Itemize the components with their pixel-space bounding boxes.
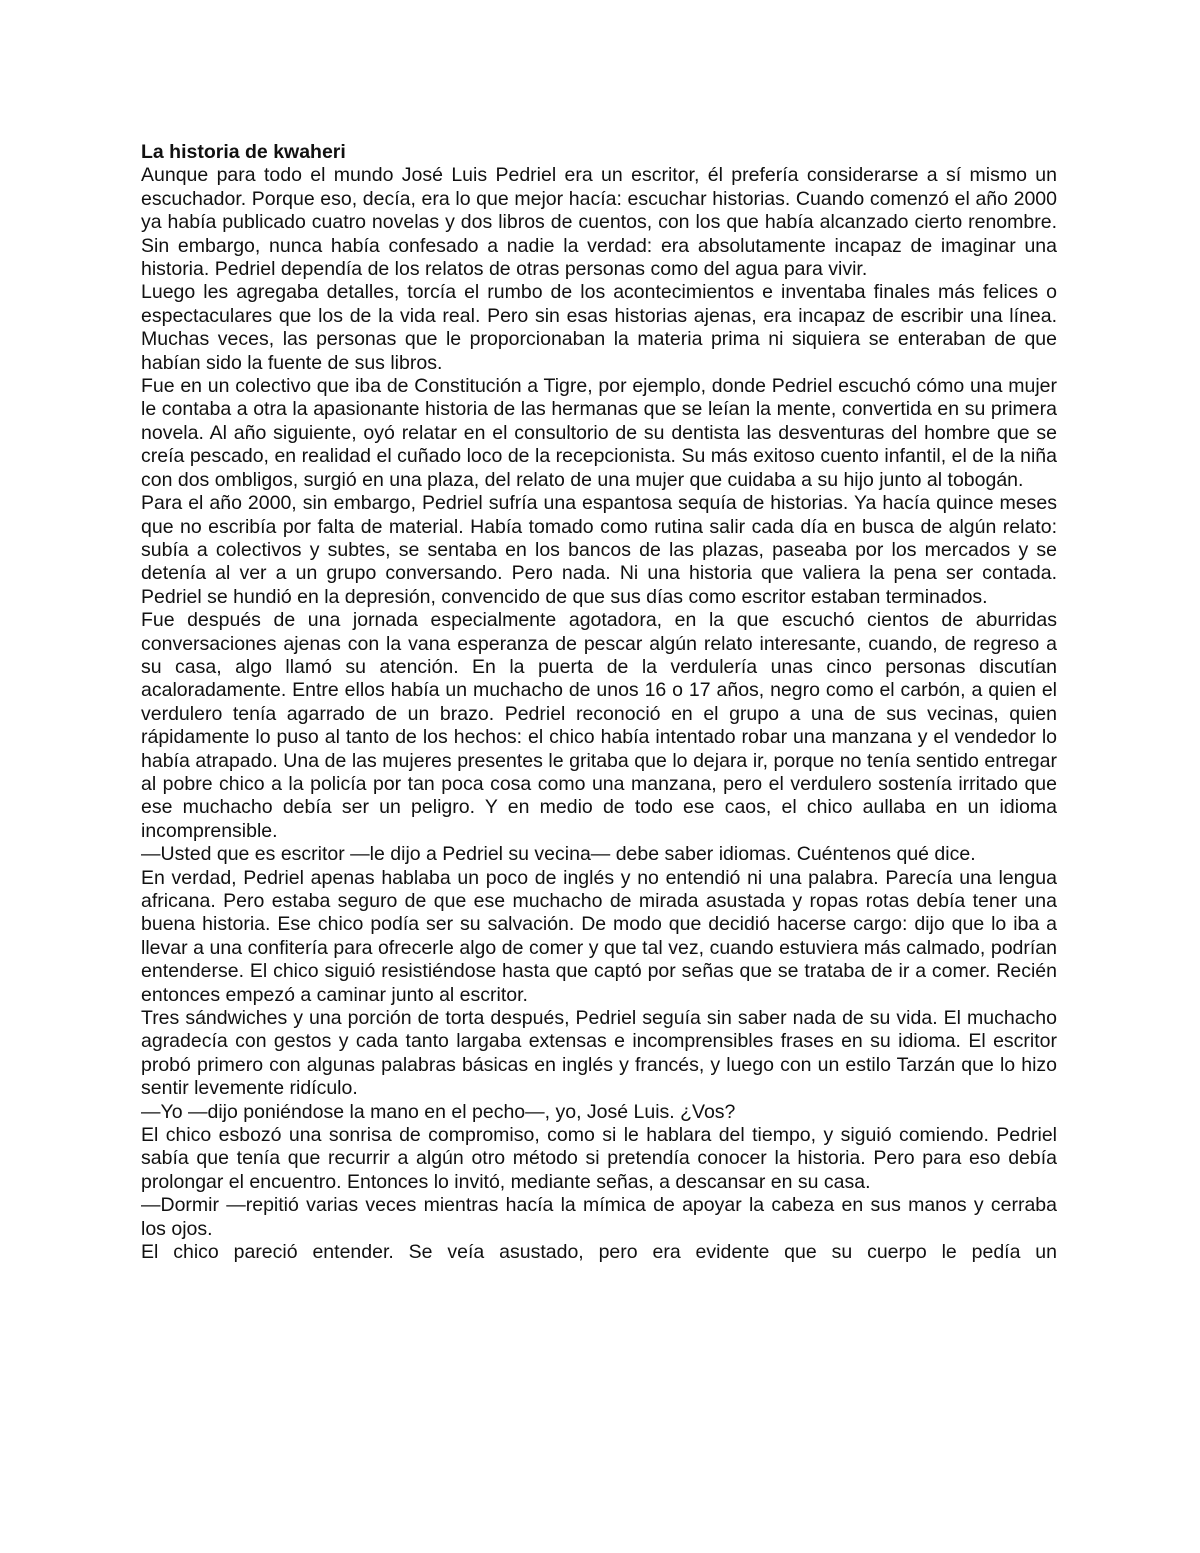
paragraph: Fue en un colectivo que iba de Constitución a Tigre, por ejemplo, donde Pedriel escuchó cómo una mujer le contaba a otra la apasionante historia de las hermanas que se leían la mente, convertida en su primera novela. Al año siguiente, oyó relatar en el consultorio de su dentista las desventuras del hombre que se creía pescado, en realidad el cuñado loco de la recepcionista. Su más exitoso cuento infantil, el de la niña con dos ombligos, surgió en una plaza, del relato de una mujer que cuidaba a su hijo junto al tobogán. bbox=[141, 375, 1057, 491]
paragraph: —Dormir —repitió varias veces mientras hacía la mímica de apoyar la cabeza en sus manos y cerraba los ojos. bbox=[141, 1194, 1057, 1240]
paragraph: En verdad, Pedriel apenas hablaba un poco de inglés y no entendió ni una palabra. Parecía una lengua africana. Pero estaba seguro de que ese muchacho de mirada asustada y ropas rotas debía tener una buena historia. Ese chico podía ser su salvación. De modo que decidió hacerse cargo: dijo que lo iba a llevar a una confitería para ofrecerle algo de comer y que tal vez, cuando estuviera más calmado, podrían entenderse. El chico siguió resistiéndose hasta que captó por señas que se trataba de ir a comer. Recién entonces empezó a caminar junto al escritor. bbox=[141, 866, 1057, 1006]
paragraph: Para el año 2000, sin embargo, Pedriel sufría una espantosa sequía de historias. Ya hacía quince meses que no escribía por falta de material. Había tomado como rutina salir cada día en busca de algún relato: subía a colectivos y subtes, se sentaba en los bancos de las plazas, paseaba por los mercados y se detenía al ver a un grupo conversando. Pero nada. Ni una historia que valiera la pena ser contada. Pedriel se hundió en la depresión, convencido de que sus días como escritor estaban terminados. bbox=[141, 492, 1057, 608]
paragraph: —Yo —dijo poniéndose la mano en el pecho—, yo, José Luis. ¿Vos? bbox=[141, 1100, 736, 1123]
document-title: La historia de kwaheri bbox=[141, 141, 346, 163]
paragraph: Fue después de una jornada especialmente agotadora, en la que escuchó cientos de aburridas conversaciones ajenas con la vana esperanza de pescar algún relato interesante, cuando, de regreso a su casa, algo llamó su atención. En la puerta de la verdulería unas cinco personas discutían acaloradamente. Entre ellos había un muchacho de unos 16 o 17 años, negro como el carbón, a quien el verdulero tenía agarrado de un brazo. Pedriel reconoció en el grupo a una de sus vecinas, quien rápidamente lo puso al tanto de los hechos: el chico había intentado robar una manzana y el vendedor lo había atrapado. Una de las mujeres presentes le gritaba que lo dejara ir, porque no tenía sentido entregar al pobre chico a la policía por tan poca cosa como una manzana, pero el verdulero sostenía irritado que ese muchacho debía ser un peligro. Y en medio de todo ese caos, el chico aullaba en un idioma incomprensible. bbox=[141, 609, 1057, 842]
paragraph: El chico esbozó una sonrisa de compromiso, como si le hablara del tiempo, y siguió comiendo. Pedriel sabía que tenía que recurrir a algún otro método si pretendía conocer la historia. Pero para eso debía prolongar el encuentro. Entonces lo invitó, mediante señas, a descansar en su casa. bbox=[141, 1124, 1057, 1193]
paragraph: Luego les agregaba detalles, torcía el rumbo de los acontecimientos e inventaba finales más felices o espectaculares que los de la vida real. Pero sin esas historias ajenas, era incapaz de escribir una línea. Muchas veces, las personas que le proporcionaban la materia prima ni siquiera se enteraban de que habían sido la fuente de sus libros. bbox=[141, 281, 1057, 374]
paragraph: Tres sándwiches y una porción de torta después, Pedriel seguía sin saber nada de su vida. El muchacho agradecía con gestos y cada tanto largaba extensas e incomprensibles frases en su idioma. El escritor probó primero con algunas palabras básicas en inglés y francés, y luego con un estilo Tarzán que lo hizo sentir levemente ridículo. bbox=[141, 1007, 1057, 1100]
paragraph-continued: El chico pareció entender. Se veía asustado, pero era evidente que su cuerpo le pedía un bbox=[141, 1241, 1057, 1264]
paragraph: —Usted que es escritor —le dijo a Pedriel su vecina— debe saber idiomas. Cuéntenos qué dice. bbox=[141, 843, 976, 866]
document-page bbox=[141, 141, 1057, 1265]
paragraph: Aunque para todo el mundo José Luis Pedriel era un escritor, él prefería considerarse a sí mismo un escuchador. Porque eso, decía, era lo que mejor hacía: escuchar historias. Cuando comenzó el año 2000 ya había publicado cuatro novelas y dos libros de cuentos, con los que había alcanzado cierto renombre. Sin embargo, nunca había confesado a nadie la verdad: era absolutamente incapaz de imaginar una historia. Pedriel dependía de los relatos de otras personas como del agua para vivir. bbox=[141, 164, 1057, 281]
